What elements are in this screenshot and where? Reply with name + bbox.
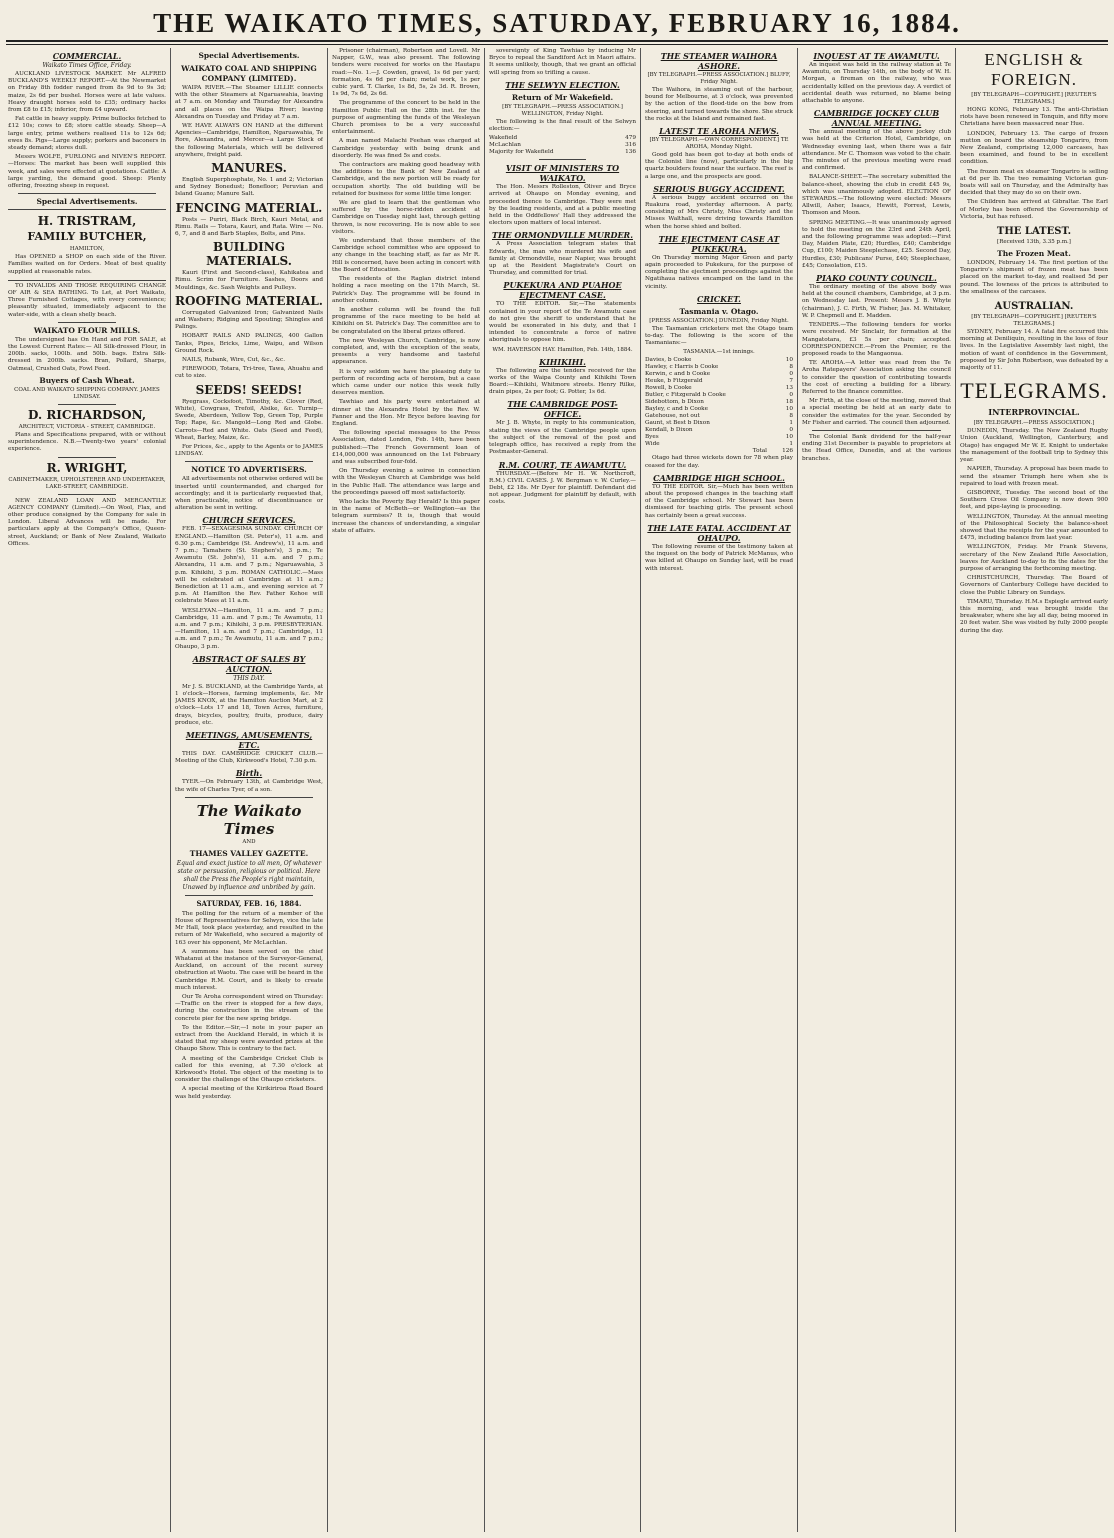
batsman-name: Rowell, b Cooke [645, 385, 692, 392]
press-line: [BY TELEGRAPH.—OWN CORRESPONDENT.] TE AROHA, Monday Night. [649, 137, 789, 151]
divider [58, 457, 116, 458]
section-heading: SERIOUS BUGGY ACCIDENT. [653, 183, 785, 194]
section-heading: ABSTRACT OF SALES BY AUCTION. [192, 653, 306, 674]
batsman-runs: 7 [789, 378, 793, 385]
article-paragraph: BALANCE-SHEET.—The secretary submitted the balance-sheet, showing the club in credit £45 9s, which was unanimously adopted. ELECTION OF STEWARDS.—The following were elected: Messrs Allwill, Asher, Isaacs, Hewitt, Forrest, Lewis, Thomson and Moon. [802, 174, 951, 217]
article-paragraph: A serious buggy accident occurred on the Ruakura road, yesterday afternoon. A party, consisting of Mrs Christy, Miss Christy and the Misses Walthall, were driving towards Hamilton when the horse shied and bolted. [645, 194, 793, 230]
election-results [489, 135, 636, 156]
divider [185, 797, 313, 798]
column-rule [170, 48, 171, 1532]
table-row [645, 378, 793, 385]
batsman-name: Byes [645, 434, 659, 441]
ad-heading: SEEDS! SEEDS! [195, 382, 303, 397]
article-paragraph: In another column will be found the full programme of the race meeting to be held at Kihikihi on St. Patrick's Day. The committee are to be congratulated on the liberal prizes offered. [332, 306, 480, 335]
total-label: Total [752, 448, 767, 455]
batsman-runs: 8 [789, 364, 793, 371]
press-line: [BY TELEGRAPH.—PRESS ASSOCIATION.] [973, 420, 1095, 427]
press-line: [PRESS ASSOCIATION.] DUNEDIN, Friday Night. [649, 317, 789, 324]
table-row [645, 392, 793, 399]
batsman-runs: 13 [785, 385, 793, 392]
ad-title: H. TRISTRAM, [37, 214, 137, 229]
ad-body: Posts — Puriri, Black Birch, Kauri Metal, and Rimu. Rails — Totara, Kauri, and Rata. Wire — No. 6, 7, and 8 and Barb Staples, Bolts, and Pins. [175, 216, 323, 238]
article-paragraph: LONDON, February 14. The first portion of the Tongariro's shipment of frozen meat has been placed on the market to-day, and realised 5d per pound. The lowness of the prices is attributed to the smallness of the carcases. [960, 260, 1108, 295]
article-paragraph: On Thursday evening a soiree in connection with the Wesleyan Church at Cambridge was held in the Public Hall. The attendance was large and the proceedings passed off most satisfactorily. [332, 468, 480, 496]
table-row [489, 149, 636, 156]
divider [18, 193, 156, 194]
article-paragraph: An inquest was held in the railway station at Te Awamutu, on Thursday 14th, on the body of W. H. Morgan, a fireman on the railway, who was accidentally killed on the previous day. A verdict of accidental death was returned, no blame being attachable to anyone. [802, 62, 951, 105]
ad-body: Has OPENED a SHOP on each side of the River. Families waited on for Orders. Meat of best quality supplied at reasonable rates. [8, 254, 166, 275]
press-line: [BY TELEGRAPH.—PRESS ASSOCIATION.] WELLINGTON, Friday Night. [502, 103, 623, 117]
article-paragraph: Mr J. S. BUCKLAND, at the Cambridge Yards, at 1 o'clock—Horses, farming implements, &c. Mr JAMES KNOX, at the Hamilton Auction Mart, at 2 o'clock—Lots 17 and 18, Town Acres, furniture, drays, bicycles, poultry, fruits, produce, dairy produce, etc. [175, 683, 323, 726]
article-paragraph: NAPIER, Thursday. A proposal has been made to send the steamer Triumph here when she is repaired to load with frozen meat. [960, 466, 1108, 487]
ad-body: WAIPA RIVER.—The Steamer LILLIE connects with the other Steamers at Ngaruawahia, leaving at 7 a.m. on Monday and Thursday for Alexandra and all places on the Waipa River; leaving Alexandra on Tuesday and Friday at 7 a.m. [175, 85, 323, 120]
ad-body: All advertisements not otherwise ordered will be inserted until countermanded, and charged for accordingly; and it is particularly requested that, when practicable, notice of discontinuance or alteration be sent in writing. [175, 476, 323, 512]
column-rule [484, 48, 485, 1532]
dateline: Waikato Times Office, Friday. [42, 62, 132, 69]
batsman-runs: 10 [785, 434, 793, 441]
article-paragraph: The programme of the concert to be held in the Hamilton Public Hall on the 28th inst. for the purpose of augmenting the funds of the Wesleyan Church promises to be a very successful entertainment. [332, 100, 480, 136]
ad-title: WAIKATO FLOUR MILLS. [33, 325, 141, 335]
total-runs: 126 [782, 448, 793, 455]
article-paragraph: The polling for the return of a member of the House of Representatives for Selwyn, vice the late Mr Hall, took place yesterday, and resulted in the return of Mr Wakefield, who secured a majority of 163 over his opponent, Mr McLachlan. [175, 910, 323, 946]
candidate-votes: 479 [625, 135, 636, 142]
column-7 [960, 48, 1108, 1534]
article-paragraph: A meeting of the Cambridge Cricket Club is called for this evening, at 7.30 o'clock at Kirkwood's Hotel. The object of the meeting is to consider the challenge of the Ohaupo cricketers. [175, 1055, 323, 1084]
article-paragraph: TYER.—On February 13th, at Cambridge West, the wife of Charles Tyer, of a son. [175, 779, 323, 793]
batsman-name: Kerwin, c and b Cooke [645, 371, 711, 378]
ad-place: HAMILTON, [69, 246, 105, 253]
cricket-scorecard [645, 357, 793, 455]
article-paragraph: AUCKLAND LIVESTOCK MARKET. Mr ALFRED BUCKLAND'S WEEKLY REPORT.—At the Newmarket on Friday 8th fodder ranged from 8s 9d to 9s 3d; maize, 2s 6d per bushel. Horses were at late values. Heavy draught horses sold to £35; ordinary hacks from £8 to £15; inferior, from £4 upward. [8, 71, 166, 114]
letter-signature: WM. HAVERSON HAY. Hamilton, Feb. 14th, 1884. [492, 346, 633, 353]
ad-body: FIREWOOD, Totara, Tri-tree, Tawa, Ahuahu and cut to size. [175, 366, 323, 380]
batsman-name: Gatehouse, not out [645, 413, 700, 420]
ad-body: Plans and Specifications prepared, with or without superintendence. N.B.—Twenty-two years' colonial experience. [8, 431, 166, 453]
article-paragraph: TIMARU, Thursday. H.M.s Espiegle arrived early this morning, and was brought inside the breakwater, where she lay all day, being moored in 20 feet water. She was visited by fully 2000 people during the day. [960, 598, 1108, 634]
editorial-date: SATURDAY, FEB. 16, 1884. [196, 898, 302, 908]
section-heading: THE STEAMER WAIHORA ASHORE. [660, 51, 778, 71]
batsman-runs: 0 [789, 427, 793, 434]
table-row [645, 413, 793, 420]
press-line: [BY TELEGRAPH—COPYRIGHT.] [REUTER'S TELEGRAMS.] [971, 314, 1097, 328]
ad-body: WE HAVE ALWAYS ON HAND at the different Agencies—Cambridge, Hamilton, Ngaruawahia, Te Rore, Alexandra, and Mercer—a Large Stock of the following Materials, which will be delivered anywhere, freight paid. [175, 123, 323, 158]
column-rule [797, 48, 798, 1532]
table-row [645, 385, 793, 392]
column-5 [645, 48, 793, 1534]
section-heading: PUKEKURA AND PUAHOE EJECTMENT CASE. [503, 280, 622, 301]
article-paragraph: WESLEYAN.—Hamilton, 11 a.m. and 7 p.m.; Cambridge, 11 a.m. and 7 p.m.; Te Awamutu, 11 a.m. and 7 p.m.; Kihikihi, 3 p.m. PRESBYTERIAN.—Hamilton, 11 a.m. and 7 p.m.; Cambridge, 11 a.m. and 7 p.m.; Te Awamutu, 11 a.m. and 7 p.m.; Ohaupo, 3 p.m. [175, 607, 323, 650]
column-rule [955, 48, 956, 1532]
section-heading: THE EJECTMENT CASE AT PUKEKURA. [658, 233, 780, 254]
majority-votes: 136 [625, 149, 636, 156]
article-paragraph: THURSDAY.—(Before Mr H. W. Northcroft, R.M.) CIVIL CASES. J. W. Bergman v. W. Curley.—Debt, £2 18s. Mr Dyer for plaintiff. Defendant did not appear. Judgment for plaintiff by default, with costs. [489, 470, 636, 506]
section-heading: PIAKO COUNTY COUNCIL. [816, 273, 937, 284]
masthead: THE WAIKATO TIMES, SATURDAY, FEBRUARY 16, 1884. [153, 8, 961, 38]
section-heading: Birth. [235, 768, 263, 779]
advertisement [8, 209, 166, 281]
section-heading: AUSTRALIAN. [994, 301, 1074, 313]
section-heading: CHURCH SERVICES. [202, 515, 296, 526]
candidate-name: Wakefield [489, 135, 518, 142]
ad-heading: NOTICE TO ADVERTISERS. [191, 465, 307, 475]
article-paragraph: HONG KONG, February 13. The anti-Christian riots have been renewed in Tonquin, and fifty more Christians have been massacred near Hue. [960, 107, 1108, 128]
ad-subtitle: ARCHITECT, VICTORIA - STREET, CAMBRIDGE. [18, 423, 156, 430]
article-paragraph: Our Te Aroha correspondent wired on Thursday:—Traffic on the river is stopped for a few days, during the construction in the stream of the concrete pier for the new spring bridge. [175, 994, 323, 1022]
batsman-runs: 10 [785, 406, 793, 413]
article-paragraph: The new Wesleyan Church, Cambridge, is now completed, and, with the exception of the seats, presents a very handsome and tasteful appearance. [332, 337, 480, 366]
paper-motto: Equal and exact justice to all men, Of whatever state or persuasion, religious or political. Here shall the Press the People's right maintain, Unawed by influence and unbribed by gain. [176, 859, 322, 891]
ad-subtitle: Buyers of Cash Wheat. [39, 375, 135, 385]
article-paragraph: Prisoner (chairman), Robertson and Lovell. Mr Napper, G.W., was also present. The following tenders were received for works on the Hautapu road:—No. 1.—J. Cowden, gravel, 1s 6d per yard; formation, 4s 6d per chain; metal work, 1s per cubic yard. T. Clarke, 1s 8d, 5s, 2s 3d. R. Brown, 1s 9d, 7s 6d, 2s 6d. [332, 48, 480, 98]
batsman-runs: 1 [789, 420, 793, 427]
article-paragraph: To the Editor.—Sir,—I note in your paper an extract from the Auckland Herald, in which it is stated that my sheep were awarded prizes at the Ohaupo Show. This is contrary to the fact. [175, 1024, 323, 1053]
divider [58, 494, 116, 495]
article-paragraph: We are glad to learn that the gentleman who suffered by the horse-ridden accident at Cambridge on Tuesday night last, through getting thrown, is now recovering. He is now able to see visitors. [332, 200, 480, 235]
ad-body: TO INVALIDS AND THOSE REQUIRING CHANGE OF AIR & SEA BATHING. To Let, at Port Waikato, Three Furnished Cottages, with every convenience; pleasantly situated, immediately adjacent to the water-side, with a clean shelly beach. [8, 282, 166, 318]
section-subheading: The Frozen Meat. [997, 249, 1071, 259]
innings-label: TASMANIA.—1st innings. [683, 349, 755, 356]
article-paragraph: A summons has been served on the chief Whatanui at the instance of the Surveyor-General, Auckland, on account of the recent survey obstruction at Waotu. The case will be heard in the Cambridge R.M. Court, and is likely to create much interest. [175, 948, 323, 991]
section-heading: R.M. COURT, TE AWAMUTU. [498, 459, 627, 470]
ad-body: The undersigned has On Hand and FOR SALE, at the Lowest Current Rates:— All Silk-dressed Flour, in 200lb. sacks, 100lb. and 50lb. bags. Extra Silk-dressed in 200lb. sacks. Bran, Pollard, Sharps, Oatmeal, Crushed Oats, Fowl Feed. [8, 336, 166, 372]
section-heading: THE SELWYN ELECTION. [505, 79, 620, 90]
section-heading: INQUEST AT TE AWAMUTU. [813, 51, 940, 61]
ad-subtitle: FAMILY BUTCHER, [27, 230, 147, 244]
article-paragraph: We understand that those members of the Cambridge school committee who are opposed to any change in the teaching staff, as far as Mr R. Hill is concerned, have been acting in concert with the Board of Education. [332, 238, 480, 273]
divider [58, 404, 116, 405]
article-paragraph: It is very seldom we have the pleasing duty to perform of recording acts of heroism, but a case which came under our notice this week fully deserves mention. [332, 368, 480, 397]
ad-body: NAILS, Rubank, Wire, Cut, &c., &c. [182, 357, 286, 364]
section-heading: Special Advertisements. [198, 51, 300, 60]
article-paragraph: Who lacks the Poverty Bay Herald? Is this paper in the name of McBeth—or Wellington—as the telegram surmises? It is, though that would increase the chances of understanding, a singular state of affairs. [332, 498, 480, 534]
batsman-name: Davies, b Cooke [645, 357, 692, 364]
section-subheading: Tasmania v. Otago. [679, 306, 759, 316]
table-row [645, 357, 793, 364]
candidate-name: McLachlan [489, 142, 521, 149]
section-heading: TELEGRAMS. [960, 378, 1108, 404]
article-paragraph: Otago had three wickets down for 78 when play ceased for the day. [645, 455, 793, 469]
article-paragraph: Mr Firth, at the close of the meeting, moved that a special meeting be held at an early date to consider the estimates for the year. Seconded by Mr Fisher and carried. The council then adjourned. [802, 398, 951, 426]
article-paragraph: Mr J. B. Whyte, in reply to his communication, stating the views of the Cambridge people upon the subject of the removal of the post and telegraph office, has received a reply from the Postmaster-General. [489, 420, 636, 456]
table-row [645, 364, 793, 371]
column-4 [489, 48, 636, 1534]
table-row [645, 448, 793, 455]
section-heading: LATEST TE AROHA NEWS. [659, 126, 779, 137]
divider [58, 322, 116, 323]
ad-body: Kauri (First and Second-class), Kahikatea and Rimu. Scrim for Furniture. Sashes, Doors and Mouldings, &c. Sash Weights and Pulleys. [175, 270, 323, 291]
ad-body: HOBART RAILS AND PALINGS, 400 Gallon Tanks, Pipes, Bricks, Lime, Waipu, and Wilson Ground Rock. [175, 333, 323, 354]
ad-title: WAIKATO COAL AND SHIPPING COMPANY (LIMITED). [181, 64, 317, 83]
article-paragraph: The following are the tenders received for the works of the Waipa County and Kihikihi Town Board:—Kihikihi, Whitmore streets. Henry Rilke, drain pipes, 2s per foot; G. Potter, 1s 6d. [489, 367, 636, 396]
article-paragraph: DUNEDIN, Thursday. The New Zealand Rugby Union (Auckland, Wellington, Canterbury, and Otago) has engaged Mr W. E. Knight to undertake the management of the football trip to Sydney this year. [960, 428, 1108, 464]
column-rule [327, 48, 328, 1532]
table-row [489, 135, 636, 142]
article-paragraph: The annual meeting of the above jockey club was held at the Criterion Hotel, Cambridge, on Wednesday evening last, when there was a fair attendance. Mr C. Thomson was voted to the chair. The minutes of the previous meeting were read and confirmed. [802, 129, 951, 172]
ad-heading: ROOFING MATERIAL. [175, 293, 323, 308]
article-paragraph: WELLINGTON, Friday. Mr Frank Stevens, secretary of the New Zealand Rifle Association, leaves for Auckland to-day to fix the dates for the purpose of arranging the forthcoming meeting. [960, 544, 1108, 572]
divider [812, 430, 941, 431]
article-paragraph: Tawhiao and his party were entertained at dinner at the Alexandra Hotel by the Rev. W. Fanner and the Hon. Mr Bryce before leaving for England. [332, 399, 480, 427]
paper-and: AND [242, 838, 256, 845]
majority-label: Majority for Wakefield [489, 149, 554, 156]
article-paragraph: The Children has arrived at Gibraltar. The Earl of Morley has been offered the Governorship of Victoria, but has refused. [960, 199, 1108, 220]
article-paragraph: sovereignty of King Tawhiao by inducing Mr Bryce to repeal the Sandiford Act in Maori affairs. It seems unlikely, though, that we grant an official will spring from so trifling a cause. [489, 48, 636, 76]
article-paragraph: A man named Malachi Feehan was charged at Cambridge yesterday with being drunk and disorderly. He was fined 5s and costs. [332, 138, 480, 159]
batsman-runs: 0 [789, 392, 793, 399]
table-row [645, 406, 793, 413]
masthead-rule-thin [6, 44, 1108, 45]
ad-signature: COAL AND WAIKATO SHIPPING COMPANY. JAMES LINDSAY. [14, 386, 160, 400]
batsman-runs: 1 [789, 441, 793, 448]
batsman-name: Butler, c Fitzgerald b Cooke [645, 392, 726, 399]
section-subheading: Return of Mr Wakefield. [511, 92, 614, 102]
article-paragraph: TO THE EDITOR. Sir,—Much has been written about the proposed changes in the teaching staff of the Cambridge school. Mr Stewart has been dismissed for teaching girls. The present school has certainly been a great success. [645, 483, 793, 519]
article-paragraph: SPRING MEETING.—It was unanimously agreed to hold the meeting on the 23rd and 24th April, and the following programme was adopted:—First Day, Maiden Plate, £20; Hurdles, £40; Cambridge Cup, £100; Maiden Steeplechase, £25. Second Day, Hurdles, £30; Publicans' Purse, £40; Steeplechase, £45; Consolation, £15. [802, 219, 951, 269]
masthead-rule [6, 40, 1108, 42]
section-heading: ENGLISH & FOREIGN. [984, 50, 1084, 89]
batsman-name: Wide [645, 441, 660, 448]
batsman-name: Hawley, c Harris b Cooke [645, 364, 719, 371]
press-line: [Received 13th, 3.35 p.m.] [997, 239, 1071, 246]
article-paragraph: SYDNEY, February 14. A fatal fire occurred this morning at Deniliquin, resulting in the loss of four lives. In the Legislative Assembly last night, the motion of want of confidence in the Government, proposed by Sir John Robertson, was defeated by a majority of 11. [960, 329, 1108, 372]
article-paragraph: Good gold has been got to-day at both ends of the Colonist line (now), particularly in the big quartz boulders found near the surface. The reef is a large one, and the prospects are good. [645, 152, 793, 180]
batsman-name: Heuke, b Fitzgerald [645, 378, 703, 385]
article-paragraph: Messrs WOLFE, FURLONG and NIVEN'S REPORT.—Horses: The market has been well supplied this week, and sales were effected at quotations. Cattle: A large yarding, the demand good. Sheep: Plenty offering, freezing sheep in request. [8, 154, 166, 190]
section-heading: CRICKET. [697, 293, 741, 304]
batsman-runs: 8 [789, 413, 793, 420]
article-paragraph: Fat cattle in heavy supply. Prime bullocks fetched to £12 10s; cows to £8; store cattle steady. Sheep—A large entry, prime wethers realised 11s to 12s 6d; ewes 8s. Pigs—Large supply; porkers and baconers in steady demand; stores dull. [8, 116, 166, 152]
column-1 [8, 48, 166, 1534]
press-line: [BY TELEGRAPH—COPYRIGHT.] [REUTER'S TELEGRAMS.] [971, 92, 1097, 105]
ad-heading: BUILDING MATERIALS. [206, 240, 292, 269]
table-row [645, 399, 793, 406]
table-row [645, 427, 793, 434]
ad-body: For Prices, &c., apply to the Agents or to JAMES LINDSAY. [175, 443, 323, 458]
section-heading: CAMBRIDGE HIGH SCHOOL. [653, 472, 785, 483]
column-2 [175, 48, 323, 1534]
article-paragraph: TENDERS.—The following tenders for works were received. Mr Sinclair, for formation at the Mangatotara, £3 5s per chain; accepted. CORRESPONDENCE.—From the Premier, re the proposed roads to the Mangaonua. [802, 322, 951, 357]
ad-title: R. WRIGHT, [46, 460, 128, 475]
ad-subtitle: CABINETMAKER, UPHOLSTERER AND UNDERTAKER, LAKE-STREET, CAMBRIDGE. [8, 476, 166, 490]
article-paragraph: The Tasmanian cricketers met the Otago team to-day. The following is the score of the Tasmanians:— [645, 325, 793, 347]
section-heading: THE ORMONDVILLE MURDER. [492, 230, 633, 241]
article-paragraph: The frozen meat ex steamer Tongariro is selling at 6d per lb. The two remaining Victorian gun-boats will sail on Thursday, and the Admiralty has decided that they may do so on their own. [960, 168, 1108, 197]
paper-subtitle: THAMES VALLEY GAZETTE. [189, 848, 309, 858]
article-paragraph: TO THE EDITOR. Sir,—The statements contained in your report of the Te Awamutu case do not give the sheriff to understand that he would be exonerated in his duty, and that I intended to concentrate a force of native aboriginals to oppose him. [489, 301, 636, 344]
article-paragraph: A special meeting of the Kirikiriroa Road Board was held yesterday. [175, 1086, 323, 1100]
article-paragraph: The following is the final result of the Selwyn election:— [489, 118, 636, 133]
article-paragraph: WELLINGTON, Thursday. At the annual meeting of the Philosophical Society the balance-sheet showed that the receipts for the year amounted to £475, including balance from last year. [960, 513, 1108, 542]
section-subheading: INTERPROVINCIAL. [988, 407, 1080, 418]
article-paragraph: FEB. 17—SEXAGESIMA SUNDAY. CHURCH OF ENGLAND.—Hamilton (St. Peter's), 11 a.m. and 6.30 p.m.; Cambridge (St. Andrew's), 11 a.m. and 7 p.m.; Tamahere (St. Stephen's), 3 p.m.; Te Awamutu (St. John's), 11 a.m. and 7 p.m.; Alexandra, 11 a.m. and 7 p.m.; Ngaruawahia, 3 p.m. Kihikihi, 3 p.m. ROMAN CATHOLIC.—Mass will be celebrated at Cambridge at 11 a.m.; Benediction at 11 a.m., and evening service at 7 p.m. At Hamilton the Rev. Father Kehoe will celebrate Mass at 11 a.m. [175, 526, 323, 605]
batsman-name: Gaunt, st Best b Dixon [645, 420, 710, 427]
dateline: THIS DAY. [233, 674, 265, 682]
column-3 [332, 48, 480, 1534]
section-heading: MEETINGS, AMUSEMENTS, ETC. [185, 730, 313, 750]
divider [185, 461, 313, 462]
table-row [645, 371, 793, 378]
paper-title: The Waikato Times [196, 801, 302, 838]
press-line: [BY TELEGRAPH.—PRESS ASSOCIATION.] BLUFF, Friday Night. [647, 72, 791, 85]
table-row [645, 441, 793, 448]
section-heading: THE LATE FATAL ACCIDENT AT OHAUPO. [647, 522, 791, 543]
article-paragraph: The contractors are making good headway with the additions to the Bank of New Zealand at Cambridge, and the new portion will be ready for occupation shortly. The old building will be retained for business for some little time longer. [332, 162, 480, 197]
article-paragraph: TE AROHA.—A letter was read from the Te Aroha Ratepayers' Association asking the council to consider the question of contributing towards the cost of erecting a building for a library. Referred to the finance committee. [802, 360, 951, 395]
table-row [645, 434, 793, 441]
article-paragraph: On Thursday morning Major Green and party again proceeded to Pukekura, for the purpose of completing the ejectment proceedings against the Ngatihaua natives encamped on the land in the vicinity. [645, 254, 793, 290]
section-heading: THE CAMBRIDGE POST-OFFICE. [507, 399, 618, 420]
ad-body: English Superphosphate, No. 1 and 2; Victorian and Sydney Bonedust; Bonefloor; Peruvian and Island Guano; Manure Salt. [175, 177, 323, 198]
column-rule [640, 48, 641, 1532]
batsman-runs: 10 [785, 357, 793, 364]
table-row [489, 142, 636, 149]
ad-body: Corrugated Galvanized Iron; Galvanized Nails and Washers; Ridging and Spouting; Shingles and Palings. [175, 309, 323, 331]
ad-heading: MANURES. [211, 161, 287, 176]
article-paragraph: The following resume of the testimony taken at the inquest on the body of Patrick McManus, who was killed at Ohaupo on Sunday last, will be read with interest. [645, 543, 793, 572]
article-paragraph: The Waihora, in steaming out of the harbour, bound for Melbourne, at 3 o'clock, was prevented by the action of the flood-tide on the bow from steering, and turned towards the shore. She struck the rocks at the Island and remained fast. [645, 87, 793, 122]
article-paragraph: A Press Association telegram states that Edwards, the man who murdered his wife and family at Ormondville, near Napier, was brought up at the Resident Magistrate's Court on Thursday, and committed for trial. [489, 241, 636, 277]
column-6 [802, 48, 951, 1534]
candidate-votes: 316 [625, 142, 636, 149]
section-heading: THE LATEST. [996, 226, 1072, 238]
batsman-runs: 0 [789, 371, 793, 378]
ad-title: D. RICHARDSON, [28, 407, 146, 422]
divider [185, 895, 313, 896]
article-paragraph: The ordinary meeting of the above body was held at the council chambers, Cambridge, at 3 p.m. on Wednesday last. Present: Messrs J. B. Whyte (chairman), J. C. Firth, W. Fisher, Jas. M. Whitaker, W. P. Chepmell and E. Madden. [802, 284, 951, 319]
article-paragraph: CHRISTCHURCH, Thursday. The Board of Governors of Canterbury College have decided to close the Public Library on Sundays. [960, 575, 1108, 596]
section-heading: Special Advertisements. [36, 197, 138, 207]
article-paragraph: The Colonial Bank dividend for the half-year ending 31st December is payable to proprietors at the Head Office, Dunedin, and at the various branches. [802, 433, 951, 462]
divider [539, 159, 586, 160]
article-paragraph: GISBORNE, Tuesday. The second boat of the Southern Cross Oil Company is now down 900 feet, and pipe-laying is proceeding. [960, 489, 1108, 511]
table-row [645, 420, 793, 427]
article-paragraph: The following special messages to the Press Association, dated London, Feb. 14th, have been published:—The French Government loan of £14,000,000 was announced on the 1st February and was subscribed four-fold. [332, 430, 480, 465]
article-paragraph: The Hon. Messrs Rolleston, Oliver and Bryce arrived at Ohaupo on Monday evening, and proceeded thence to Cambridge. They were met by the leading residents, and at a public meeting held in the Oddfellows' Hall they addressed the electors upon matters of local interest. [489, 184, 636, 227]
ad-body: Ryegrass, Cocksfoot, Timothy, &c. Clover (Red, White), Cowgrass, Trefoil, Alsike, &c. Turnip—Swede, Aberdeen, Yellow Top, Green Top, Purple Top; Rape, &c. Mangold—Long Red and Globe. Carrots—Red and White. Oats (Seed and Feed), Wheat, Barley, Maize, &c. [175, 398, 323, 441]
article-paragraph: The residents of the Raglan district intend holding a race meeting on the 17th March, St. Patrick's Day. The programme will be found in another column. [332, 276, 480, 304]
section-heading: CAMBRIDGE JOCKEY CLUB ANNUAL MEETING. [813, 108, 940, 129]
batsman-runs: 18 [785, 399, 793, 406]
batsman-name: Sidebottom, b Dixon [645, 399, 704, 406]
section-heading: KIHIKIHI. [539, 356, 586, 367]
batsman-name: Bayley, c and b Cooke [645, 406, 708, 413]
batsman-name: Kendall, b Dixon [645, 427, 693, 434]
article-paragraph: THIS DAY. CAMBRIDGE CRICKET CLUB.—Meeting of the Club, Kirkwood's Hotel, 7.30 p.m. [175, 751, 323, 765]
ad-heading: FENCING MATERIAL. [175, 200, 323, 215]
section-heading: COMMERCIAL. [52, 51, 122, 61]
ad-body: NEW ZEALAND LOAN AND MERCANTILE AGENCY COMPANY (Limited).—On Wool, Flax, and other produce consigned by the Company for sale in London. Liberal Advances will be made. For particulars apply at the Company's Office, Queen-street, Auckland; or Bank of New Zealand, Waikato Offices. [8, 497, 166, 547]
section-heading: VISIT OF MINISTERS TO WAIKATO. [505, 163, 620, 184]
article-paragraph: LONDON, February 13. The cargo of frozen mutton on board the steamship Tongariro, from New Zealand, comprising 12,000 carcases, has been examined, and found to be in excellent condition. [960, 130, 1108, 166]
